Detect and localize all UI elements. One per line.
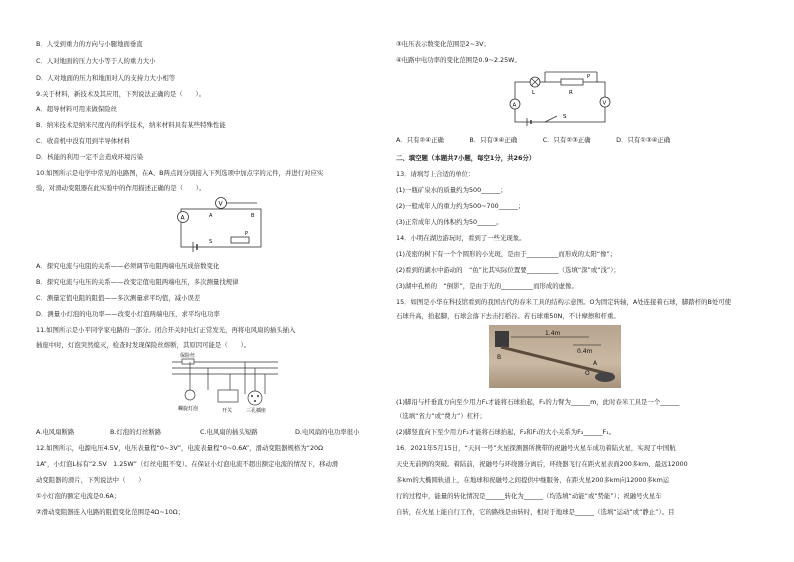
ammeter-label: A bbox=[180, 214, 185, 222]
voltmeter-label-12: V bbox=[602, 100, 607, 107]
question-15-line2: 石球升高，抬起脚，石球会落下去击打稻谷。若石球重50N，不计摩擦和杆重。 bbox=[396, 312, 620, 320]
q11-option-b: B.灯泡的灯丝断路 bbox=[110, 428, 162, 436]
q12-statement-3: ③电压表示数变化范围是2~3V； bbox=[396, 40, 490, 48]
question-12-line1: 12.如图所示，电源电压4.5V，电压表量程“0~3V”，电流表量程“0~0.6A”，滑动变阻器规格为“20Ω bbox=[36, 444, 324, 452]
question-14: 14．小明在湖边游玩时，看到了一些光现象。 bbox=[396, 234, 526, 242]
point-a-label: A bbox=[209, 213, 213, 219]
q12-statement-1: ①小灯泡的额定电流是0.6A； bbox=[36, 492, 121, 500]
lamp-label: L bbox=[532, 90, 536, 96]
fuse-label: 保险丝 bbox=[180, 353, 196, 359]
q10-option-d: D．测量小灯泡的电功率——改变小灯泡两端电压，求平均电功率 bbox=[36, 310, 220, 318]
slider-label-12: P bbox=[587, 74, 591, 80]
q14-part-1: (1)茂密的树下有一个个圆形的小光斑，是由于__________而形成的太阳“像”； bbox=[396, 250, 617, 258]
section-heading: 二、填空题（本题共7小题，每空1分，共26分） bbox=[396, 154, 536, 162]
point-b-label: B bbox=[251, 213, 255, 219]
question-11-line1: 11.如图所示是小平同学家电路的一部分。闭合开关时电灯正常发光，再将电风扇的插头插入 bbox=[36, 326, 296, 334]
q11-option-a: A.电风扇断路 bbox=[36, 428, 75, 436]
question-16-line3: 多km的大椭圆轨道上，在地球和祝融号之间提供中继服务，在距火星200多km向12000多km运 bbox=[396, 476, 670, 484]
point-b-photo: B bbox=[497, 354, 502, 361]
circuit-diagram-q12 bbox=[505, 68, 615, 130]
q9-option-b: B．纳米技术是纳米尺度内的科学技术，纳米材料具有某些特殊性能 bbox=[36, 121, 226, 129]
q13-part-1: (1)一瓶矿泉水的质量约为500______； bbox=[396, 186, 507, 194]
switch-label-11: 开关 bbox=[222, 408, 233, 414]
q9-option-c: C．收音机中没有用到半导体材料 bbox=[36, 137, 130, 145]
q15-part-2: (2)脚竖直向下至少用力F₂才能将石球抬起，F₂和F₁的大小关系为F₂______F₁。 bbox=[396, 428, 616, 436]
bulb-label: 螺旋灯泡 bbox=[178, 406, 199, 412]
q11-option-d: D.电风扇的电功率很小 bbox=[295, 428, 360, 436]
q15-part-1b: （选填“省力”或“费力”）杠杆； bbox=[396, 412, 486, 420]
distance-label-1: 1.4m bbox=[545, 330, 561, 337]
q13-part-3: (3)正常成年人的体积约为50______。 bbox=[396, 218, 503, 226]
mortar-lever-photo bbox=[489, 325, 621, 388]
point-a-photo: A bbox=[593, 360, 598, 367]
voltmeter-label: V bbox=[218, 200, 223, 208]
option-c: C．人对地面的压力大小等于人的重力大小 bbox=[36, 57, 156, 65]
slider-label: P bbox=[245, 231, 249, 237]
question-10-line1: 10.如图所示是电学中常见的电路图，在A、B两点间分别接入下列选项中加点字的元件，并进行对应实 bbox=[36, 169, 324, 177]
question-9: 9.关于材料，新技术及其应用，下列说法正确的是（ ）。 bbox=[36, 90, 206, 98]
resistor-label: R bbox=[569, 90, 573, 96]
distance-label-2: 0.4m bbox=[577, 348, 593, 355]
q10-option-a: A．探究电流与电阻的关系——必须调节电阻两端电压成倍数变化 bbox=[36, 262, 220, 270]
q14-part-2: (2)看到的湖水中游动的 “鱼”比其实际位置要__________（选填“深”或“浅”）； bbox=[396, 266, 620, 274]
question-16-line4: 行的过程中，能量的转化情况是______转化为______（均选填“动能”或“势能”）；祝融号火星车 bbox=[396, 492, 662, 500]
q9-option-d: D．核能的利用一定不会造成环境污染 bbox=[36, 153, 144, 161]
q12-options: A．只有②④正确 B．只有③④正确 C．只有②③正确 D．只有①③④正确 bbox=[396, 136, 671, 144]
question-11-line2: 插座中时，灯泡突然熄灭，检查时发现保险丝熔断，其原因可能是（ ）。 bbox=[36, 341, 251, 349]
question-16-line5: 自转，在火星上能自行工作，它的路线是由转时，相对于地球是______（选填“运动”或“静止”）。目 bbox=[396, 508, 675, 516]
household-circuit-q11 bbox=[170, 350, 280, 420]
q11-option-c: C.电风扇的插头短路 bbox=[200, 428, 258, 436]
socket-label: 三孔插座 bbox=[246, 408, 267, 414]
switch-label-12: S bbox=[563, 114, 567, 120]
switch-label: S bbox=[209, 239, 213, 245]
question-16-line2: 天史无前例的突破。着陆前，祝融号与环绕器分离后，环绕器飞行在距火星表面200多km、最远12000 bbox=[396, 460, 688, 468]
q9-option-a: A．超导材料可用来做保险丝 bbox=[36, 105, 118, 113]
q15-part-1: (1)脚沿与杆垂直方向至少用力F₁才能将石球抬起，F₁的力臂为______m，此时春米工具是一个______ bbox=[396, 398, 680, 406]
question-10-line2: 验，对滑动变阻器在此实验中的作用描述正确的是（ ）。 bbox=[36, 184, 206, 192]
question-12-line3: 动变阻器的滑片，下列说法中（ ） bbox=[36, 476, 145, 484]
q13-part-2: (2)一般成年人的重力约为500~700______； bbox=[396, 202, 525, 210]
pivot-o-photo: O bbox=[585, 370, 590, 377]
q12-statement-4: ④电路中电功率的变化范围是0.9~2.25W。 bbox=[396, 56, 521, 64]
question-16-line1: 16．2021年5月15日，“天问一号”火星探测器所携带的祝融号火星车成功着陆火星，实现了中国航 bbox=[396, 444, 676, 452]
q14-part-3: (3)湖中孔桥的 “倒影”，是由于光的__________而形成的虚像。 bbox=[396, 282, 578, 290]
q10-option-c: C．测量定值电阻的阻值——多次测量求平均值，减小误差 bbox=[36, 294, 201, 302]
ammeter-label-12: A bbox=[512, 102, 517, 109]
question-13: 13．请填写上合适的单位： bbox=[396, 170, 475, 178]
q10-option-b: B．探究电流与电压的关系——改变定值电阻两端电压，多次测量找规律 bbox=[36, 278, 239, 286]
question-15-line1: 15．如图是小华在科技馆看到的我国古代的春米工具的结构示意图。O为固定转轴，A处连接着石球，脚踏杆的B处可使 bbox=[396, 298, 732, 306]
option-d: D．人对地面的压力和地面对人的支持力大小相等 bbox=[36, 74, 176, 82]
option-b: B．人受到重力的方向与小腿地面垂直 bbox=[36, 40, 143, 48]
question-12-line2: 1A”，小灯泡L标有“2.5V 1.25W”（灯丝电阻不变）。在保证小灯泡电流不超出额定电流的情况下，移动滑 bbox=[36, 460, 339, 468]
circuit-diagram-q10 bbox=[165, 195, 275, 253]
q12-statement-2: ②滑动变阻器连入电路的阻值变化范围是4Ω~10Ω； bbox=[36, 508, 185, 516]
